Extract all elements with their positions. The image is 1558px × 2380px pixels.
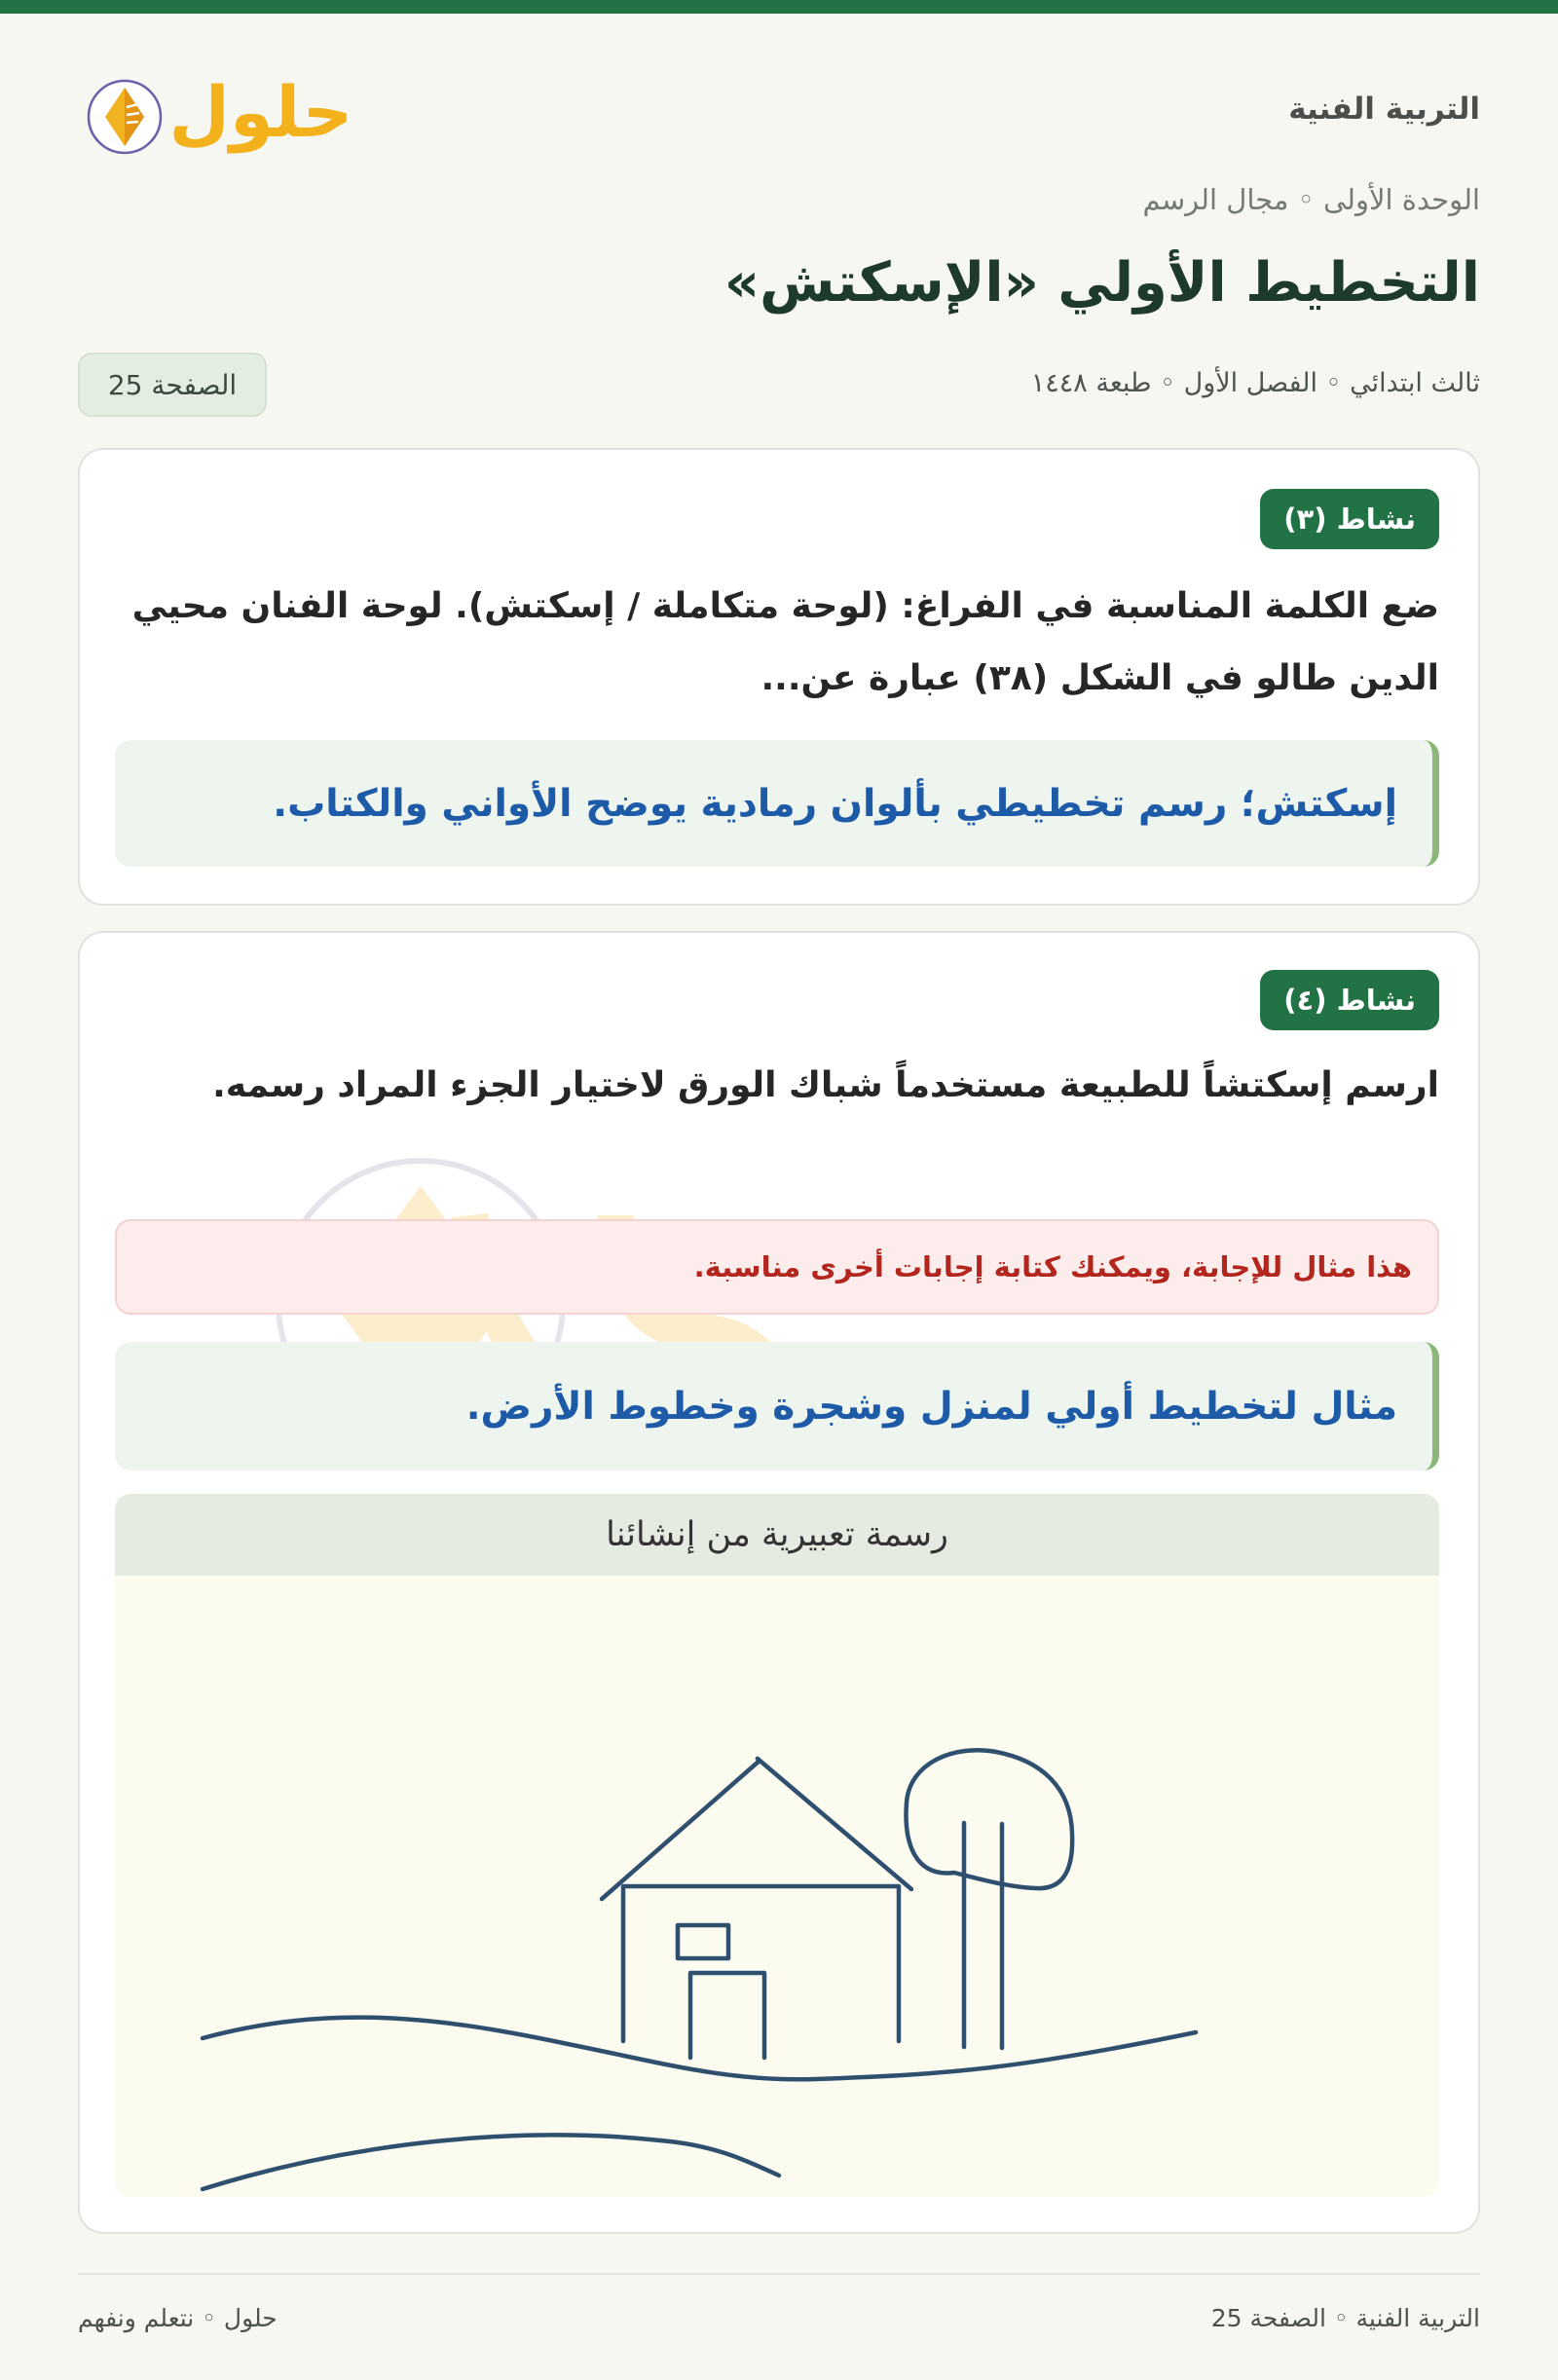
tree-canopy <box>907 1750 1073 1888</box>
hulul-logo-icon[interactable] <box>78 58 353 185</box>
sketch-illustration <box>115 1576 1439 2197</box>
unit-label: الوحدة الأولى ◦ مجال الرسم <box>1142 183 1480 216</box>
house-wall <box>623 1886 899 2041</box>
activity-answer: مثال لتخطيط أولي لمنزل وشجرة وخطوط الأرض. <box>115 1342 1439 1470</box>
sketch-caption: رسمة تعبيرية من إنشائنا <box>115 1494 1439 1576</box>
house-tree-sketch <box>115 1576 1439 2197</box>
activity-badge: نشاط (٤) <box>1260 970 1439 1030</box>
roof-line <box>758 1759 911 1889</box>
activity-question: ضع الكلمة المناسبة في الفراغ: (لوحة متكاملة / إسكتش). لوحة الفنان محيي الدين طالو في الشكل (٣٨) عبارة عن... <box>131 586 1439 698</box>
activity-answer: إسكتش؛ رسم تخطيطي بألوان رمادية يوضح الأواني والكتاب. <box>115 740 1439 867</box>
footer-page-info: التربية الفنية ◦ الصفحة 25 <box>1210 2304 1480 2332</box>
activity-question: ارسم إسكتشاً للطبيعة مستخدماً شباك الورق لاختيار الجزء المراد رسمه. <box>212 1065 1439 1105</box>
page-header <box>78 58 1480 185</box>
activity-card-3 <box>78 448 1480 906</box>
top-accent-bar <box>0 0 1558 14</box>
grade-meta: ثالث ابتدائي ◦ الفصل الأول ◦ طبعة ١٤٤٨ <box>1030 368 1480 398</box>
footer-brand: حلول ◦ نتعلم ونفهم <box>78 2304 278 2332</box>
house-window <box>678 1925 728 1958</box>
subject-title: التربية الفنية <box>1288 92 1480 127</box>
ground-line <box>203 2135 779 2189</box>
activity-card-4 <box>78 931 1480 2234</box>
activity-badge: نشاط (٣) <box>1260 489 1439 549</box>
footer-divider <box>78 2273 1480 2275</box>
page-title: التخطيط الأولي «الإسكتش» <box>723 251 1480 315</box>
svg-text:حلول: حلول <box>168 71 353 153</box>
answer-note: هذا مثال للإجابة، ويمكنك كتابة إجابات أخرى مناسبة. <box>115 1219 1439 1315</box>
house-door <box>690 1973 764 2058</box>
ground-line <box>203 2018 1196 2080</box>
roof-line <box>602 1759 760 1899</box>
page-number-badge: الصفحة 25 <box>78 353 267 417</box>
